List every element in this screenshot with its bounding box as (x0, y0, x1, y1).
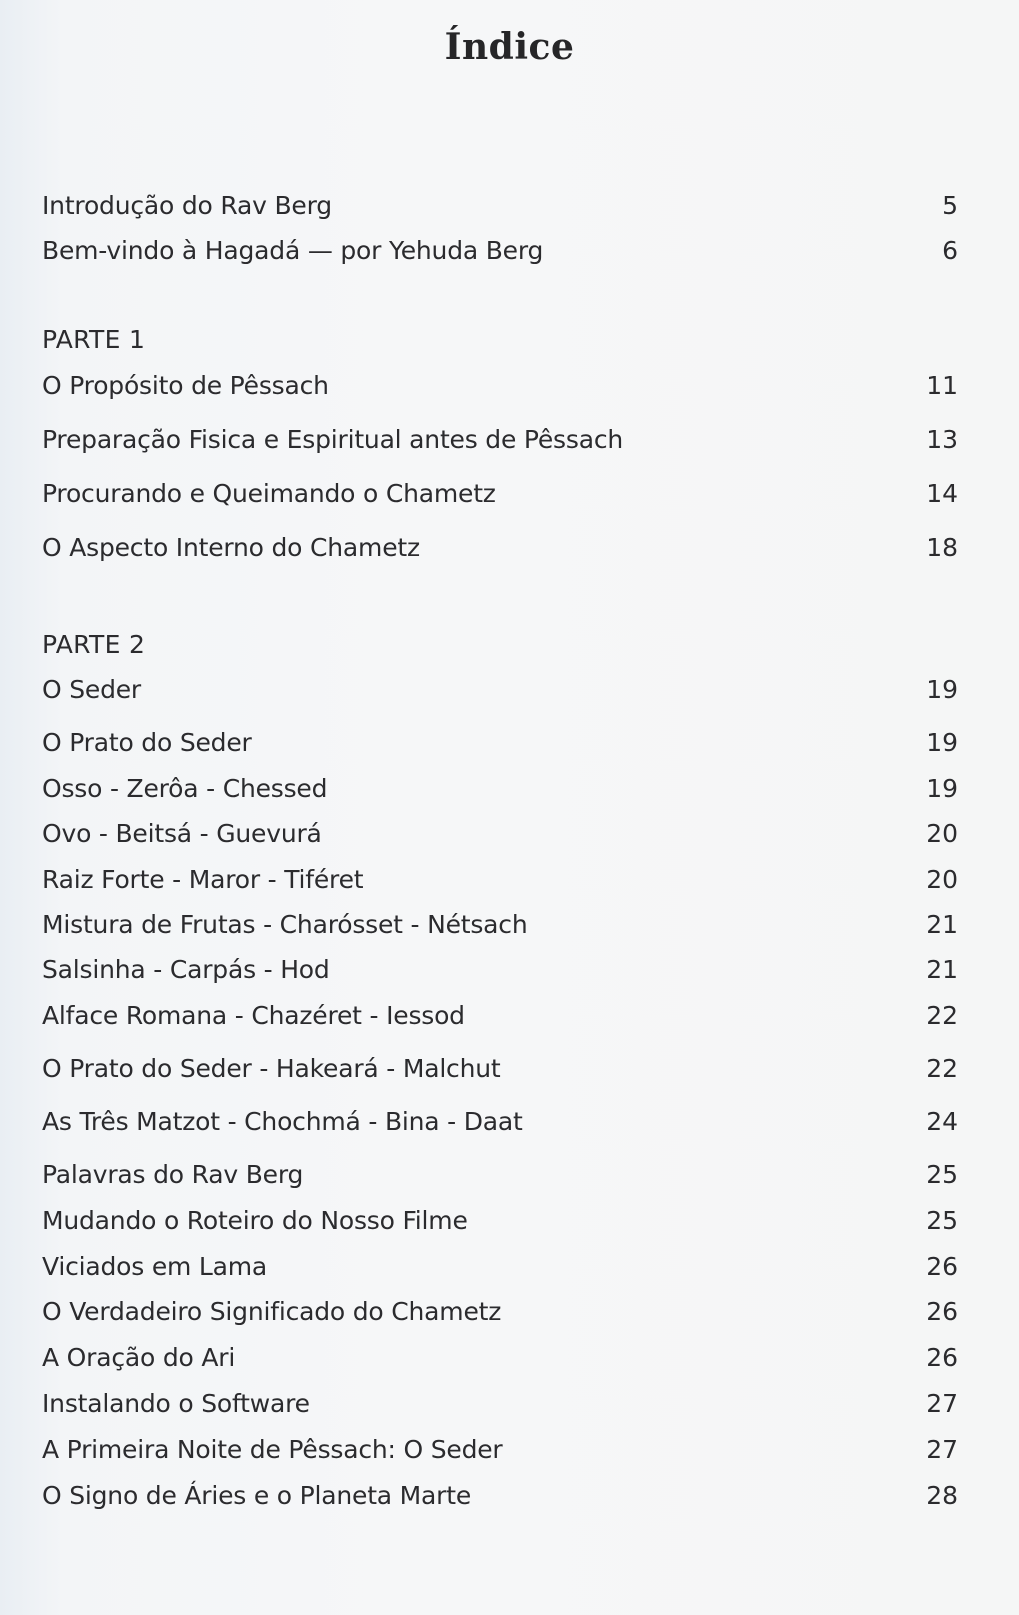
toc-entry-label: Osso - Zerôa - Chessed (42, 774, 328, 803)
toc-entry-page: 26 (926, 1252, 958, 1281)
toc-entry-page: 6 (942, 236, 958, 265)
toc-entry-page: 20 (926, 819, 958, 848)
toc-entry-label: Palavras do Rav Berg (42, 1160, 304, 1189)
toc-entry[interactable] (42, 727, 958, 759)
toc-entry-label: Mudando o Roteiro do Nosso Filme (42, 1206, 468, 1235)
toc-entry-label: O Verdadeiro Significado do Chametz (42, 1297, 502, 1326)
toc-entry-page: 20 (926, 865, 958, 894)
toc-entry-label: Ovo - Beitsá - Guevurá (42, 819, 322, 848)
toc-entry[interactable] (42, 1388, 958, 1420)
toc-entry[interactable] (42, 1480, 958, 1512)
toc-entry-label: Alface Romana - Chazéret - Iessod (42, 1001, 465, 1030)
toc-entry-page: 27 (926, 1389, 958, 1418)
toc-entry[interactable] (42, 532, 958, 564)
toc-entry[interactable] (42, 1251, 958, 1283)
toc-entry-page: 25 (926, 1160, 958, 1189)
toc-entry[interactable] (42, 864, 958, 896)
toc-entry-page: 18 (926, 533, 958, 562)
toc-entry-label: Salsinha - Carpás - Hod (42, 955, 330, 984)
toc-entry-page: 11 (926, 371, 958, 400)
toc-entry[interactable] (42, 478, 958, 510)
toc-entry-page: 24 (926, 1107, 958, 1136)
toc-entry-label: A Primeira Noite de Pêssach: O Seder (42, 1435, 503, 1464)
toc-entry[interactable] (42, 190, 958, 222)
toc-entry-label: O Prato do Seder - Hakeará - Malchut (42, 1054, 501, 1083)
toc-entry[interactable] (42, 954, 958, 986)
toc-entry-label: O Aspecto Interno do Chametz (42, 533, 420, 562)
toc-entry-page: 27 (926, 1435, 958, 1464)
toc-entry-page: 21 (926, 910, 958, 939)
toc-entry[interactable] (42, 1053, 958, 1085)
toc-entry[interactable] (42, 1159, 958, 1191)
toc-entry-label: Procurando e Queimando o Chametz (42, 479, 496, 508)
toc-entry[interactable] (42, 818, 958, 850)
toc-entry-page: 19 (926, 774, 958, 803)
toc-entry-page: 13 (926, 425, 958, 454)
toc-entry-label: O Seder (42, 675, 142, 704)
toc-entry-page: 22 (926, 1001, 958, 1030)
toc-entry[interactable] (42, 424, 958, 456)
toc-entry[interactable] (42, 1000, 958, 1032)
toc-entry-label: As Três Matzot - Chochmá - Bina - Daat (42, 1107, 523, 1136)
part-1-heading: PARTE 1 (42, 325, 146, 354)
toc-entry-page: 28 (926, 1481, 958, 1510)
toc-entry-label: O Signo de Áries e o Planeta Marte (42, 1481, 472, 1510)
toc-entry-label: Preparação Fisica e Espiritual antes de Pêssach (42, 425, 624, 454)
toc-entry-page: 14 (926, 479, 958, 508)
toc-entry-label: O Prato do Seder (42, 728, 252, 757)
toc-entry-label: Mistura de Frutas - Charósset - Nétsach (42, 910, 528, 939)
toc-entry-page: 25 (926, 1206, 958, 1235)
toc-entry[interactable] (42, 1205, 958, 1237)
toc-entry-label: Raiz Forte - Maror - Tiféret (42, 865, 364, 894)
toc-entry-page: 26 (926, 1343, 958, 1372)
toc-entry-page: 19 (926, 675, 958, 704)
toc-entry[interactable] (42, 909, 958, 941)
toc-entry-label: Bem-vindo à Hagadá — por Yehuda Berg (42, 236, 544, 265)
toc-entry[interactable] (42, 235, 958, 267)
toc-entry[interactable] (42, 674, 958, 706)
toc-entry[interactable] (42, 370, 958, 402)
toc-entry-page: 19 (926, 728, 958, 757)
toc-entry-label: Instalando o Software (42, 1389, 310, 1418)
toc-entry-label: Introdução do Rav Berg (42, 191, 332, 220)
toc-entry-page: 26 (926, 1297, 958, 1326)
toc-entry[interactable] (42, 1342, 958, 1374)
toc-entry[interactable] (42, 1434, 958, 1466)
toc-entry[interactable] (42, 773, 958, 805)
toc-entry-page: 5 (942, 191, 958, 220)
toc-entry[interactable] (42, 1106, 958, 1138)
page-title: Índice (444, 26, 575, 68)
toc-entry-page: 21 (926, 955, 958, 984)
toc-entry-label: O Propósito de Pêssach (42, 371, 329, 400)
toc-entry-label: Viciados em Lama (42, 1252, 268, 1281)
toc-entry[interactable] (42, 1296, 958, 1328)
toc-entry-page: 22 (926, 1054, 958, 1083)
toc-entry-label: A Oração do Ari (42, 1343, 236, 1372)
part-2-heading: PARTE 2 (42, 630, 146, 659)
